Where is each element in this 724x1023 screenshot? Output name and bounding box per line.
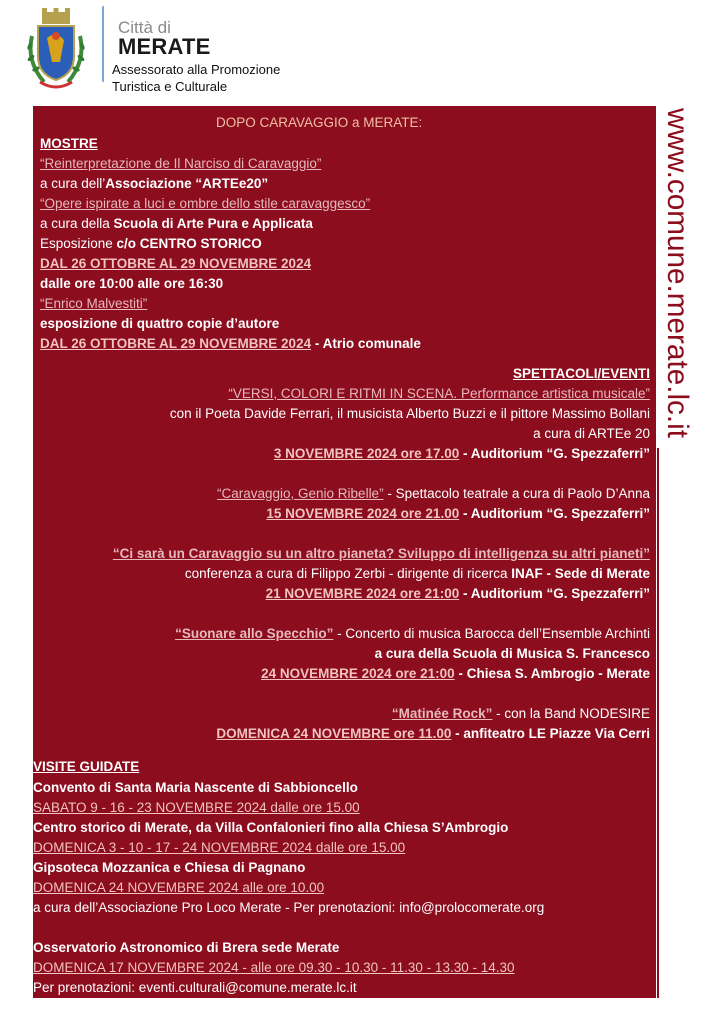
event-title: “Matinée Rock” (391, 706, 493, 721)
curator-name: Scuola di Arte Pura e Applicata (113, 216, 313, 231)
visit-place-osservatorio: Osservatorio Astronomico di Brera sede Merate (33, 940, 340, 955)
department-line-2: Turistica e Culturale (112, 79, 228, 94)
event-title-pianeta: “Ci sarà un Caravaggio su un altro pianeta? Sviluppo di intelligenza su altri pianeti” (112, 546, 650, 561)
exhibit-venue (40, 235, 262, 253)
visit-place-sabbioncello: Convento di Santa Maria Nascente di Sabbioncello (33, 780, 358, 795)
event-title-specchio (175, 625, 650, 643)
visit-place-centro-storico: Centro storico di Merate, da Villa Confalonieri fino alla Chiesa S’Ambrogio (33, 820, 509, 835)
curator-prefix: a cura della (40, 216, 114, 231)
visit-date-centro-storico: DOMENICA 3 - 10 - 17 - 24 NOVEMBRE 2024 dalle ore 15.00 (33, 840, 406, 855)
date-text: DAL 26 OTTOBRE AL 29 NOVEMBRE 2024 (40, 336, 312, 351)
exhibit-dates-atrio (40, 335, 421, 353)
section-heading-spettacoli: SPETTACOLI/EVENTI (512, 366, 650, 381)
visit-booking-contact: Per prenotazioni: eventi.culturali@comune.merate.lc.it (33, 980, 357, 995)
event-datetime-versi (274, 445, 650, 463)
date-text: 21 NOVEMBRE 2024 ore 21:00 (265, 586, 460, 601)
event-datetime-matinee (216, 725, 650, 743)
date-text: 24 NOVEMBRE 2024 ore 21:00 (261, 666, 455, 681)
date-text: DOMENICA 24 NOVEMBRE ore 11.00 (216, 726, 452, 741)
header (0, 0, 724, 105)
city-prefix: Città di (118, 18, 171, 37)
curator-name: Associazione “ARTEe20” (105, 176, 269, 191)
events-panel (33, 106, 656, 998)
event-description-pianeta (185, 565, 650, 583)
exhibit-curator-1 (40, 175, 268, 193)
exhibit-curator-2 (40, 215, 313, 233)
event-curator-specchio: a cura della Scuola di Musica S. Francesco (374, 646, 650, 661)
visit-date-sabbioncello: SABATO 9 - 16 - 23 NOVEMBRE 2024 dalle ore 15.00 (33, 800, 360, 815)
event-title: “Caravaggio, Genio Ribelle” (216, 486, 384, 501)
event-description: - Spettacolo teatrale a cura di Paolo D’Anna (383, 486, 650, 501)
venue-prefix: Esposizione (40, 236, 117, 251)
curator-prefix: a cura dell’ (40, 176, 106, 191)
event-description: - Concerto di musica Barocca dell’Ensemble Archinti (333, 626, 650, 641)
visit-date-osservatorio: DOMENICA 17 NOVEMBRE 2024 - alle ore 09.30 - 10.30 - 11.30 - 13.30 - 14.30 (33, 960, 515, 975)
city-crest-icon (22, 6, 90, 90)
side-vertical-rule (657, 448, 659, 998)
event-title-caravaggio (217, 485, 650, 503)
side-url-text: www.comune.merate.lc.it (661, 108, 694, 442)
event-description: conferenza a cura di Filippo Zerbi - dirigente di ricerca (184, 566, 512, 581)
city-name: MERATE (118, 34, 211, 59)
event-datetime-caravaggio (266, 505, 650, 523)
place-text: - Chiesa S. Ambrogio - Merate (454, 666, 650, 681)
section-heading-mostre: MOSTRE (40, 136, 98, 151)
place-text: - Auditorium “G. Spezzaferri” (459, 586, 650, 601)
date-text: 3 NOVEMBRE 2024 ore 17.00 (273, 446, 460, 461)
event-title-matinee (392, 705, 650, 723)
event-description: - con la Band NODESIRE (492, 706, 650, 721)
date-text: 15 NOVEMBRE 2024 ore 21.00 (266, 506, 460, 521)
main-title: DOPO CARAVAGGIO a MERATE: (216, 115, 423, 130)
event-description-versi: con il Poeta Davide Ferrari, il musicista Alberto Buzzi e il pittore Massimo Bollani (169, 406, 650, 421)
visit-place-gipsoteca: Gipsoteca Mozzanica e Chiesa di Pagnano (33, 860, 306, 875)
exhibit-title-narciso: “Reinterpretazione de Il Narciso di Caravaggio” (40, 156, 322, 171)
visit-booking-proloco: a cura dell’Associazione Pro Loco Merate - Per prenotazioni: info@prolocomerate.org (33, 900, 545, 915)
event-datetime-pianeta (266, 585, 650, 603)
visit-date-gipsoteca: DOMENICA 24 NOVEMBRE 2024 alle ore 10.00 (33, 880, 325, 895)
department-line-1: Assessorato alla Promozione (112, 62, 281, 77)
place-text: - Auditorium “G. Spezzaferri” (459, 506, 650, 521)
place-text: - anfiteatro LE Piazze Via Cerri (451, 726, 650, 741)
exhibit-dates: DAL 26 OTTOBRE AL 29 NOVEMBRE 2024 (40, 256, 312, 271)
department-name (112, 61, 280, 95)
exhibit-title-luci-ombre: “Opere ispirate a luci e ombre dello stile caravaggesco” (40, 196, 371, 211)
place-text: - Atrio comunale (311, 336, 421, 351)
exhibit-title-malvestiti: “Enrico Malvestiti” (40, 296, 148, 311)
section-heading-visite: VISITE GUIDATE (33, 759, 140, 774)
institution-name: INAF - Sede di Merate (511, 566, 650, 581)
event-curator-versi: a cura di ARTEe 20 (533, 426, 650, 441)
header-divider (102, 6, 104, 82)
side-url-banner (640, 103, 700, 1003)
event-title: “Suonare allo Specchio” (175, 626, 334, 641)
exhibit-description: esposizione di quattro copie d’autore (40, 316, 280, 331)
exhibit-hours: dalle ore 10:00 alle ore 16:30 (40, 276, 224, 291)
venue-name: c/o CENTRO STORICO (116, 236, 262, 251)
place-text: - Auditorium “G. Spezzaferri” (459, 446, 650, 461)
event-title-versi: “VERSI, COLORI E RITMI IN SCENA. Performance artistica musicale” (228, 386, 650, 401)
event-datetime-specchio (261, 665, 650, 683)
